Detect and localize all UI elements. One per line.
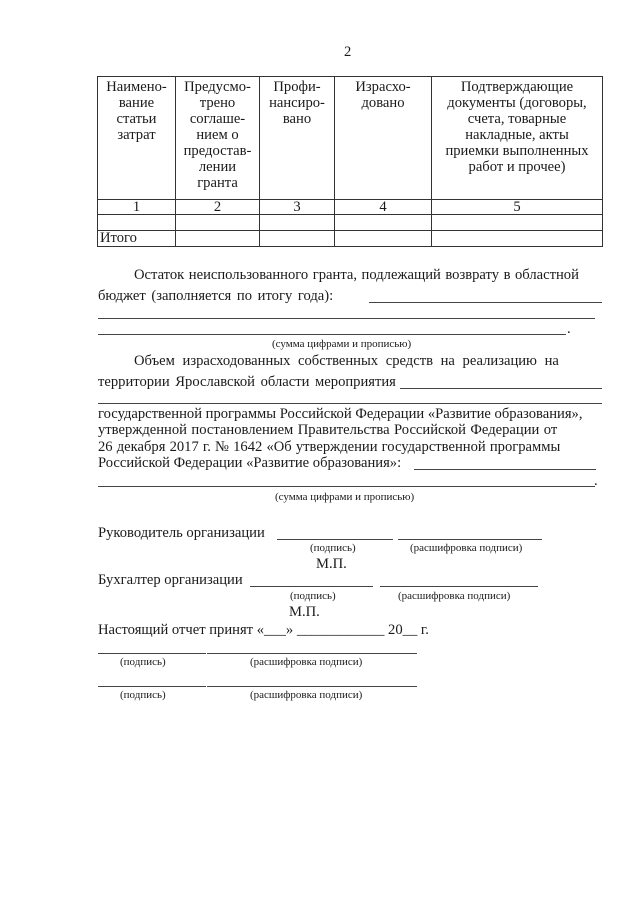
- header-expense-item: Наимено- вание статьи затрат: [98, 77, 176, 200]
- table-cell[interactable]: [260, 231, 335, 247]
- measure-fill-line[interactable]: [400, 388, 602, 389]
- remainder-line-2: бюджет (заполняется по итогу года):: [98, 288, 334, 304]
- own-funds-line-4: утвержденной постановлением Правительства Российской Федерации от: [98, 422, 558, 438]
- own-funds-line-3: государственной программы Российской Федерации «Развитие образования»,: [98, 406, 583, 422]
- header-planned: Предусмо- трено соглаше- нием о предостав- лении гранта: [176, 77, 260, 200]
- column-number-row: [98, 200, 603, 215]
- receiver-1-sign-caption: (подпись): [120, 656, 166, 668]
- receiver-2-name-caption: (расшифровка подписи): [250, 689, 363, 701]
- remainder-fill-line[interactable]: [98, 334, 566, 335]
- report-accepted-line[interactable]: Настоящий отчет принят «___» ____________ 20__ г.: [98, 622, 429, 638]
- column-number: 5: [432, 200, 603, 215]
- table-cell[interactable]: [432, 231, 603, 247]
- receiver-1-name-line[interactable]: [207, 653, 417, 654]
- own-funds-fill-line[interactable]: [414, 469, 596, 470]
- table-cell[interactable]: [176, 215, 260, 231]
- own-funds-period: .: [594, 473, 598, 489]
- accountant-sign-caption: (подпись): [290, 590, 336, 602]
- receiver-2-signature-line[interactable]: [98, 686, 206, 687]
- column-number: 2: [176, 200, 260, 215]
- own-funds-line-6: Российской Федерации «Развитие образования»:: [98, 455, 402, 471]
- remainder-fill-line[interactable]: [98, 318, 595, 319]
- total-label: Итого: [98, 231, 176, 247]
- header-spent: Израсхо- довано: [335, 77, 432, 200]
- receiver-2-sign-caption: (подпись): [120, 689, 166, 701]
- own-funds-fill-line[interactable]: [98, 486, 595, 487]
- expense-table: [97, 76, 603, 247]
- table-cell[interactable]: [176, 231, 260, 247]
- column-number: 3: [260, 200, 335, 215]
- own-funds-caption: (сумма цифрами и прописью): [275, 491, 415, 503]
- table-cell[interactable]: [335, 231, 432, 247]
- receiver-2-name-line[interactable]: [207, 686, 417, 687]
- column-number: 4: [335, 200, 432, 215]
- page-number: 2: [344, 44, 352, 60]
- head-label: Руководитель организации: [98, 525, 265, 541]
- accountant-signature-line[interactable]: [250, 586, 373, 587]
- measure-fill-line[interactable]: [98, 403, 602, 404]
- column-number: 1: [98, 200, 176, 215]
- remainder-fill-line[interactable]: [369, 302, 602, 303]
- table-cell[interactable]: [260, 215, 335, 231]
- accountant-name-line[interactable]: [380, 586, 538, 587]
- accountant-label: Бухгалтер организации: [98, 572, 243, 588]
- own-funds-line-5: 26 декабря 2017 г. № 1642 «Об утверждении государственной программы: [98, 439, 561, 455]
- own-funds-line-1: Объем израсходованных собственных средств на реализацию на: [134, 353, 559, 369]
- table-cell[interactable]: [335, 215, 432, 231]
- total-row: [98, 231, 603, 247]
- head-name-caption: (расшифровка подписи): [410, 542, 523, 554]
- accountant-name-caption: (расшифровка подписи): [398, 590, 511, 602]
- table-row: [98, 215, 603, 231]
- table-cell[interactable]: [432, 215, 603, 231]
- table-header-row: [98, 77, 603, 200]
- remainder-line-1: Остаток неиспользованного гранта, подлежащий возврату в областной: [134, 267, 579, 283]
- table-cell[interactable]: [98, 215, 176, 231]
- head-name-line[interactable]: [398, 539, 542, 540]
- head-signature-line[interactable]: [277, 539, 393, 540]
- stamp-mark-1: М.П.: [316, 556, 347, 572]
- own-funds-line-2: территории Ярославской области мероприятия: [98, 374, 396, 390]
- receiver-1-signature-line[interactable]: [98, 653, 206, 654]
- remainder-period: .: [567, 321, 571, 337]
- stamp-mark-2: М.П.: [289, 604, 320, 620]
- header-documents: Подтверждающие документы (договоры, счета, товарные накладные, акты приемки выполненных работ и прочее): [432, 77, 603, 200]
- receiver-1-name-caption: (расшифровка подписи): [250, 656, 363, 668]
- head-sign-caption: (подпись): [310, 542, 356, 554]
- remainder-caption: (сумма цифрами и прописью): [272, 338, 412, 350]
- header-financed: Профи- нансиро- вано: [260, 77, 335, 200]
